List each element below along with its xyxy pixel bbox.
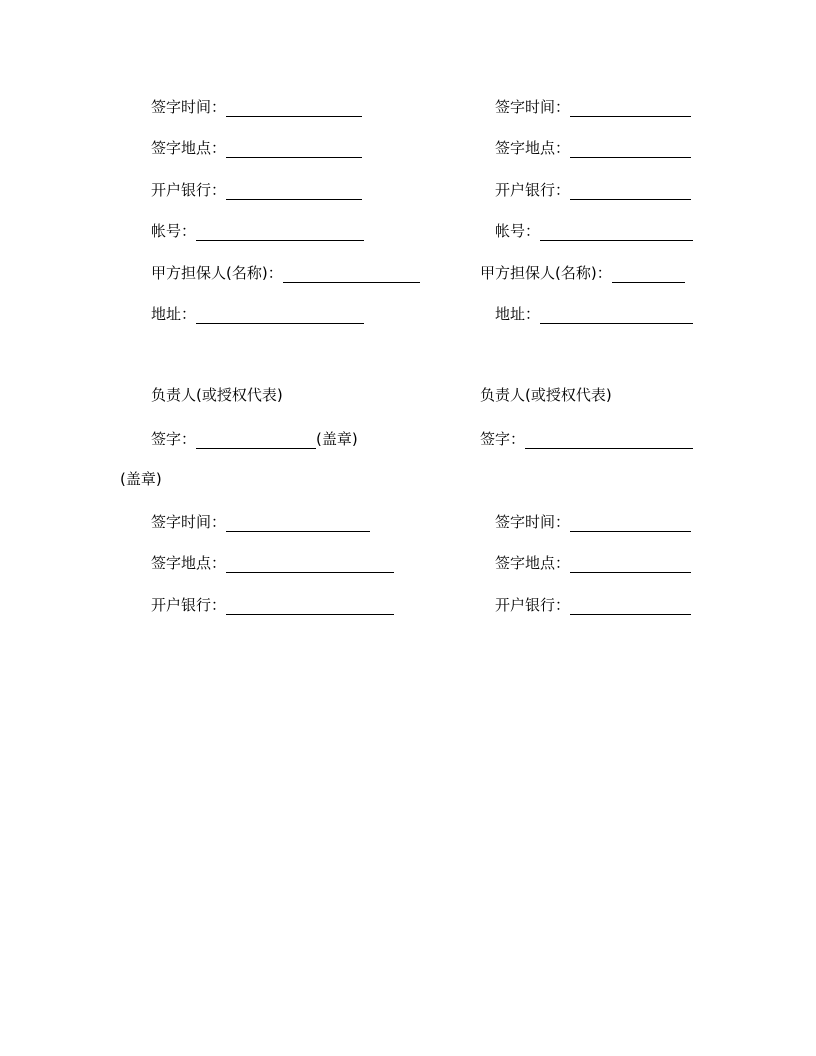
left-address-blank[interactable]: [196, 305, 364, 324]
left-account-label: 帐号：: [151, 222, 197, 240]
right-signature: [480, 427, 693, 449]
right-bank-2-label: 开户银行：: [495, 596, 571, 614]
left-sign-place-2-blank[interactable]: [226, 554, 394, 573]
left-bank-1: [151, 178, 362, 200]
right-bank-1: [495, 178, 691, 200]
left-sign-place-2-label: 签字地点：: [151, 554, 227, 572]
left-seal-inline: (盖章): [316, 430, 358, 448]
right-responsible: 负责人(或授权代表): [480, 386, 612, 404]
left-address: [151, 302, 364, 324]
left-signature-label: 签字：: [151, 430, 197, 448]
right-signature-blank[interactable]: [525, 430, 693, 449]
right-sign-time-2: [495, 510, 691, 532]
left-address-label: 地址：: [151, 305, 197, 323]
left-bank-2-blank[interactable]: [226, 596, 394, 615]
left-sign-time-2-label: 签字时间：: [151, 513, 227, 531]
right-bank-2: [495, 593, 691, 615]
right-account-blank[interactable]: [540, 222, 693, 241]
left-guarantor: [151, 261, 420, 283]
left-sign-time-1: [151, 95, 362, 117]
right-guarantor-blank[interactable]: [612, 264, 685, 283]
left-bank-2: [151, 593, 394, 615]
left-bank-2-label: 开户银行：: [151, 596, 227, 614]
left-sign-time-2-blank[interactable]: [226, 513, 370, 532]
left-signature-blank[interactable]: [196, 430, 316, 449]
right-sign-place-2-label: 签字地点：: [495, 554, 571, 572]
left-sign-place-1-blank[interactable]: [226, 139, 362, 158]
left-sign-time-2: [151, 510, 370, 532]
right-address-label: 地址：: [495, 305, 541, 323]
seal-standalone: (盖章): [120, 470, 162, 488]
right-bank-1-blank[interactable]: [570, 181, 691, 200]
right-sign-place-2-blank[interactable]: [570, 554, 691, 573]
right-sign-time-1: [495, 95, 691, 117]
right-signature-label: 签字：: [480, 430, 526, 448]
right-sign-place-1-blank[interactable]: [570, 139, 691, 158]
left-sign-place-1: [151, 136, 362, 158]
right-sign-place-1: [495, 136, 691, 158]
left-account: [151, 219, 364, 241]
right-address-blank[interactable]: [540, 305, 693, 324]
right-account: [495, 219, 693, 241]
right-sign-place-2: [495, 551, 691, 573]
right-guarantor-label: 甲方担保人(名称)：: [480, 264, 612, 282]
left-sign-time-1-blank[interactable]: [226, 98, 362, 117]
right-guarantor: [480, 261, 685, 283]
right-sign-time-1-label: 签字时间：: [495, 98, 571, 116]
left-account-blank[interactable]: [196, 222, 364, 241]
left-guarantor-blank[interactable]: [283, 264, 420, 283]
right-sign-time-2-blank[interactable]: [570, 513, 691, 532]
right-address: [495, 302, 693, 324]
right-sign-time-2-label: 签字时间：: [495, 513, 571, 531]
left-responsible: 负责人(或授权代表): [151, 386, 283, 404]
left-bank-1-label: 开户银行：: [151, 181, 227, 199]
left-sign-time-1-label: 签字时间：: [151, 98, 227, 116]
left-sign-place-2: [151, 551, 394, 573]
left-guarantor-label: 甲方担保人(名称)：: [151, 264, 283, 282]
left-sign-place-1-label: 签字地点：: [151, 139, 227, 157]
left-bank-1-blank[interactable]: [226, 181, 362, 200]
right-sign-place-1-label: 签字地点：: [495, 139, 571, 157]
right-sign-time-1-blank[interactable]: [570, 98, 691, 117]
right-bank-1-label: 开户银行：: [495, 181, 571, 199]
right-bank-2-blank[interactable]: [570, 596, 691, 615]
right-account-label: 帐号：: [495, 222, 541, 240]
left-signature: [151, 427, 358, 449]
